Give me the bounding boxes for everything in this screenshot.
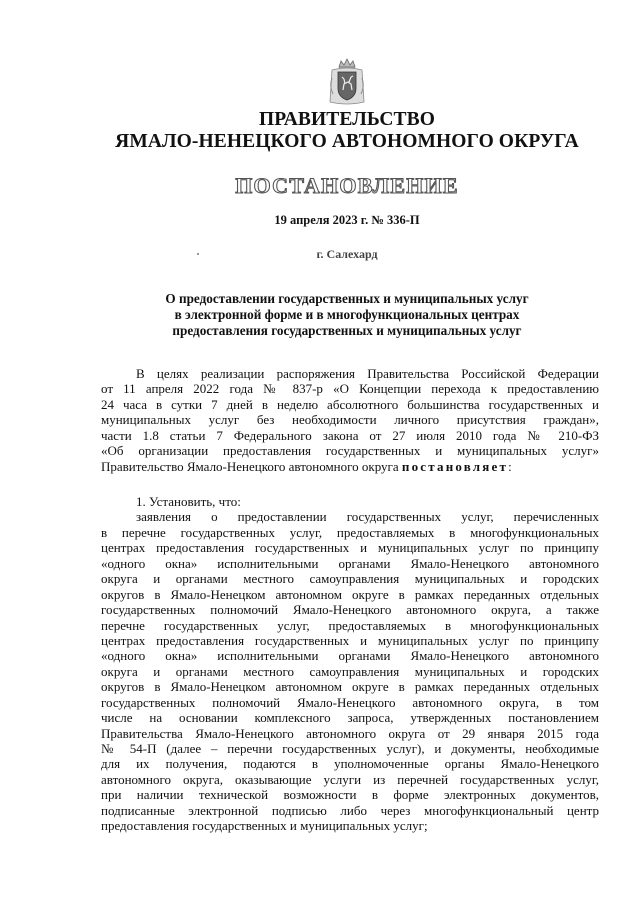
text-line: В целях реализации распоряжения Правительства Российской Федерации (136, 366, 599, 381)
text-line: «Об организации предоставления государственных и муниципальных услуг» (101, 443, 599, 459)
text-line: центрах предоставления государственных и муниципальных услуг по принципу (101, 632, 599, 648)
text-line: предоставления государственных и муниципальных услуг; (101, 818, 428, 834)
text-line: государственных полномочий Ямало-Ненецкого автономного округа, в том (101, 694, 599, 710)
text-line: муниципальных услуг без необходимости личного присутствия граждан», (101, 412, 599, 428)
government-title-line1: ПРАВИТЕЛЬСТВО (258, 109, 436, 130)
item-1-paragraph (101, 494, 599, 834)
text-line: заявления о предоставлении государственных услуг, перечисленных (136, 509, 599, 525)
text-line: автономного округа, оказывающие услуги из перечней государственных услуг, (101, 771, 599, 787)
text-line: округов в Ямало-Ненецком автономном округе в рамках переданных отдельных (101, 679, 599, 695)
text-line (101, 459, 599, 474)
preamble-paragraph (101, 366, 599, 474)
yanao-coat-of-arms-icon (326, 58, 368, 106)
text-line: подписанные электронной подписью либо через многофункциональный центр (101, 802, 599, 818)
text-line: части 1.8 статьи 7 Федерального закона от 27 июля 2010 года № 210-ФЗ (101, 427, 599, 443)
preamble-last-text: Правительство Ямало-Ненецкого автономного округа (101, 458, 402, 474)
resolves-word: постановляет (401, 458, 509, 474)
decree-date-number: 19 апреля 2023 г. № 336-П (274, 213, 420, 227)
text-line: «одного окна» исполнительными органами Ямало-Ненецкого автономного (101, 648, 599, 664)
government-title-line2: ЯМАЛО-НЕНЕЦКОГО АВТОНОМНОГО ОКРУГА (115, 131, 579, 152)
text-line: при наличии технической возможности в форме электронных документов, (101, 787, 599, 803)
text-line: округа и органами местного самоуправления муниципальных и городских (101, 571, 599, 587)
subject-line: предоставления государственных и муниципальных услуг (172, 323, 522, 338)
text-line: от 11 апреля 2022 года № 837-р «О Концепции перехода к предоставлению (101, 381, 599, 397)
decree-subject (60, 291, 634, 339)
decree-city: г. Салехард (316, 247, 378, 261)
text-line: Правительства Ямало-Ненецкого автономного округа от 29 января 2015 года (101, 725, 599, 741)
text-line: 24 часа в сутки 7 дней в неделю абсолютного большинства государственных и (101, 396, 599, 412)
text-line: округа и органами местного самоуправления муниципальных и городских (101, 663, 599, 679)
subject-line: в электронной форме и в многофункциональных центрах (174, 307, 520, 322)
text-line: округов в Ямало-Ненецком автономном округе в рамках переданных отдельных (101, 586, 599, 602)
text-line: числе на основании комплексного запроса, утвержденных постановлением (101, 710, 599, 726)
resolves-suffix: : (508, 458, 512, 474)
text-line: центрах предоставления государственных и муниципальных услуг по принципу (101, 540, 599, 556)
text-line: для их получения, подаются в уполномоченные органы Ямало-Ненецкого (101, 756, 599, 772)
text-line: перечне государственных услуг, предоставляемых в многофункциональных (101, 617, 599, 633)
text-line: № 54-П (далее – перечни государственных услуг), и документы, необходимые (101, 741, 599, 756)
text-line: «одного окна» исполнительными органами Ямало-Ненецкого автономного (101, 555, 599, 571)
subject-line: О предоставлении государственных и муниципальных услуг (165, 291, 529, 306)
text-line: в перечне государственных услуг, предоставляемых в многофункциональных (101, 524, 599, 540)
document-type-title: ПОСТАНОВЛЕНИЕ (235, 173, 459, 198)
text-line: государственных полномочий Ямало-Ненецкого автономного округа, а также (101, 602, 599, 618)
item-heading: 1. Установить, что: (136, 494, 241, 509)
